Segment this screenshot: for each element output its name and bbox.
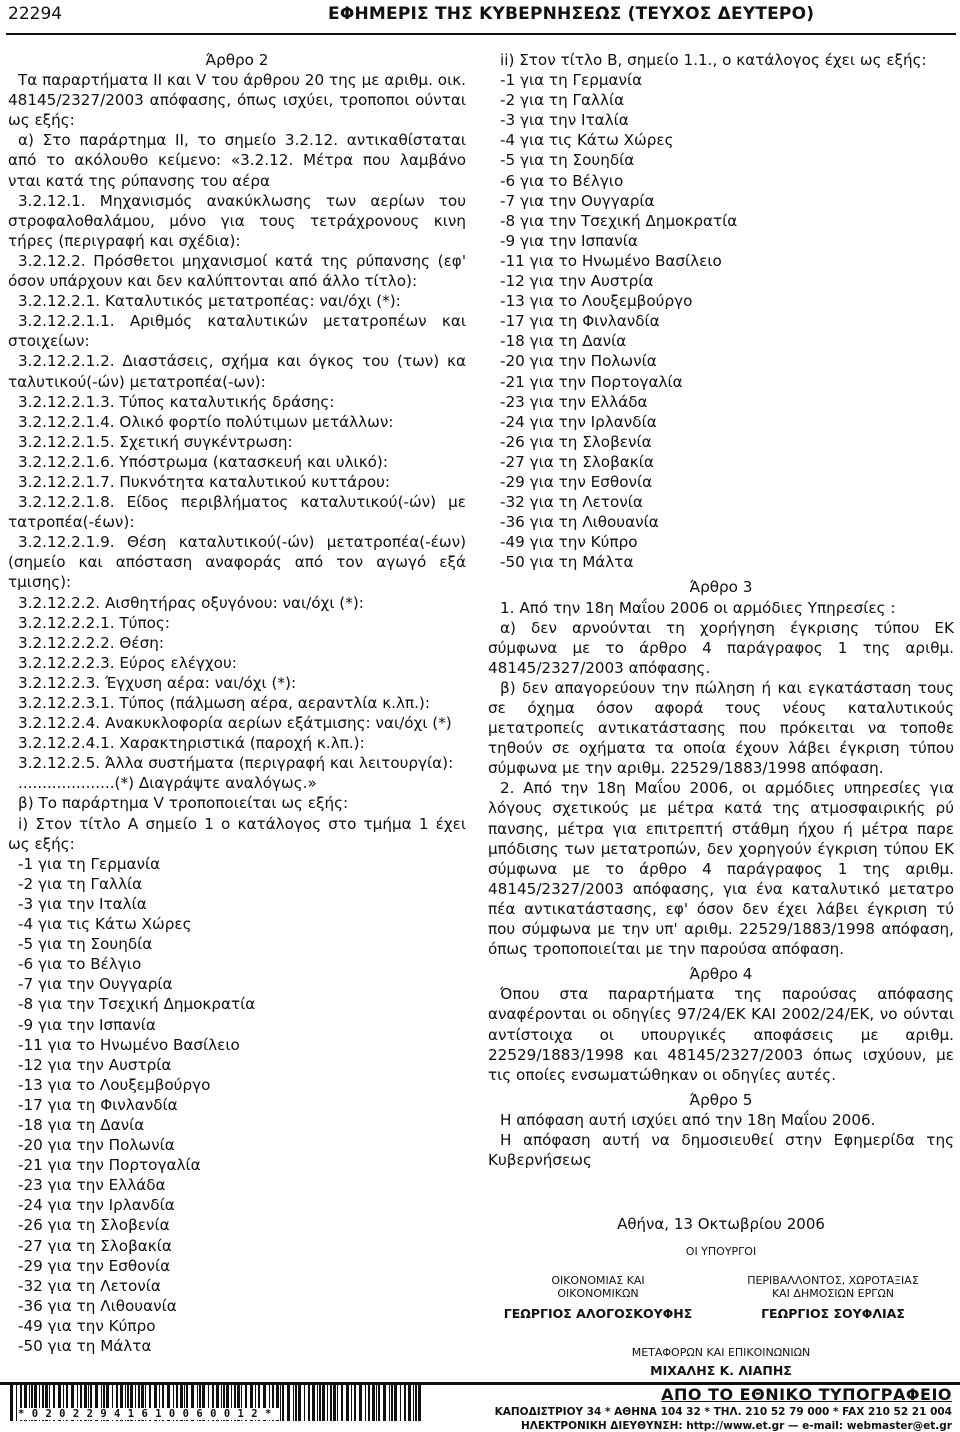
paragraph: β) δεν απαγορεύουν την πώληση ή και εγκατάσταση τους σε όχημα όσον αφορά τους νέους καταλυτικούς μετατροπείς αντικατάστασης που πρόκειται να τοποθε τηθούν σε οχήματα τα οποία έχουν λάβει έγκριση τύπου σύμφωνα με την αριθμ. 22529/1883/1998 απόφαση. <box>488 678 954 778</box>
article-4-body <box>488 984 954 1084</box>
barcode-bar <box>408 1385 411 1421</box>
country-item: -2 για τη Γαλλία <box>500 91 625 110</box>
paragraph: Η απόφαση αυτή ισχύει από την 18η Μαΐου 2006. <box>500 1110 876 1129</box>
right-country-list <box>488 70 954 572</box>
country-item: -12 για την Αυστρία <box>500 272 654 291</box>
country-item: -49 για την Κύπρο <box>500 533 638 552</box>
paragraph: 3.2.12.2.1.4. Ολικό φορτίο πολύτιμων μετάλλων: <box>18 412 394 431</box>
sig1-name: ΓΕΩΡΓΙΟΣ ΑΛΟΓΟΣΚΟΥΦΗΣ <box>503 1306 693 1321</box>
article-5-body <box>488 1110 954 1170</box>
country-item: -36 για τη Λιθουανία <box>500 513 659 532</box>
barcode-bar <box>389 1385 390 1421</box>
country-item: -17 για τη Φινλανδία <box>18 1095 178 1114</box>
barcode-bar <box>293 1385 294 1421</box>
country-item: -11 για το Ηνωμένο Βασίλειο <box>18 1035 240 1054</box>
country-item: -5 για τη Σουηδία <box>500 151 635 170</box>
barcode-bar <box>308 1385 310 1421</box>
paragraph: 3.2.12.2.2.2. Θέση: <box>18 633 164 652</box>
barcode-bar <box>354 1385 356 1421</box>
page-number: 22294 <box>8 4 63 24</box>
country-item: -32 για τη Λετονία <box>18 1276 161 1295</box>
country-item: -4 για τις Κάτω Χώρες <box>18 915 192 934</box>
country-item: -9 για την Ισπανία <box>500 231 638 250</box>
sig1-title-b: ΟΙΚΟΝΟΜΙΚΩΝ <box>557 1287 639 1300</box>
barcode-bar <box>378 1385 380 1421</box>
right-column <box>488 50 954 1170</box>
country-item: -27 για τη Σλοβακία <box>500 452 654 471</box>
country-item: -8 για την Τσεχική Δημοκρατία <box>500 211 738 230</box>
barcode-bar <box>287 1385 290 1421</box>
barcode-bar <box>368 1385 370 1421</box>
barcode-bar <box>295 1385 297 1421</box>
barcode-bar <box>333 1385 336 1421</box>
country-item: -49 για την Κύπρο <box>18 1316 156 1335</box>
paragraph: β) Το παράρτημα V τροποποιείται ως εξής: <box>18 794 349 813</box>
barcode-bar <box>376 1385 377 1421</box>
country-item: -21 για την Πορτογαλία <box>18 1156 201 1175</box>
barcode-bar <box>304 1385 305 1421</box>
barcode-bar <box>10 1385 13 1421</box>
country-item: -12 για την Αυστρία <box>18 1055 172 1074</box>
paragraph: i) Στον τίτλο Α σημείο 1 ο κατάλογος στο τμήμα 1 έχει ως εξής: <box>8 814 466 853</box>
paragraph: ....................(*) Διαγράψτε αναλόγως.» <box>18 774 317 793</box>
country-item: -27 για τη Σλοβακία <box>18 1236 172 1255</box>
header-rule <box>6 33 956 35</box>
barcode-bar <box>383 1385 386 1421</box>
ministers-label: ΟΙ ΥΠΟΥΡΓΟΙ <box>685 1245 757 1258</box>
paragraph: Όπου στα παραρτήματα της παρούσας απόφασης αναφέρονται οι οδηγίες 97/24/ΕΚ ΚΑΙ 2002/24/ΕΚ, νο ούνται αντίστοιχα οι υπουργικές αποφάσεις με αριθμ. 22529/1883/1998 και 48145/2327/2003 όπως ισχύουν, με τις οποίες ενσωματώθηκαν οι οδηγίες αυτές. <box>488 985 954 1084</box>
paragraph: 3.2.12.2.1. Καταλυτικός μετατροπέας: ναι/όχι (*): <box>18 292 401 311</box>
sig2-name: ΓΕΩΡΓΙΟΣ ΣΟΥΦΛΙΑΣ <box>761 1306 905 1321</box>
paragraph: 3.2.12.2.1.3. Τύπος καταλυτικής δράσης: <box>18 392 335 411</box>
paragraph: α) δεν αρνούνται τη χορήγηση έγκρισης τύπου ΕΚ σύμφωνα με το άρθρο 4 παράγραφος 1 της αριθμ. 48145/2327/2003 απόφασης. <box>488 618 954 677</box>
paragraph: 3.2.12.2. Πρόσθετοι μηχανισμοί κατά της ρύπανσης (εφ' όσον υπάρχουν και δεν καλύπτονται από άλλο τίτλο): <box>8 251 466 291</box>
paragraph: 3.2.12.2.4.1. Χαρακτηριστικά (παροχή κ.λπ.): <box>18 734 365 753</box>
paragraph: 3.2.12.2.1.2. Διαστάσεις, σχήμα και όγκος του (των) κα ταλυτικού(-ών) μετατροπέα(-ων): <box>8 352 466 391</box>
barcode-bar <box>317 1385 318 1421</box>
printer-web: ΗΛΕΚΤΡΟΝΙΚΗ ΔΙΕΥΘΥΝΣΗ: http://www.et.gr — e-mail: webmaster@et.gr <box>521 1420 952 1432</box>
country-item: -26 για τη Σλοβενία <box>18 1216 170 1235</box>
country-item: -29 για την Εσθονία <box>500 472 653 491</box>
barcode-bar <box>282 1385 284 1421</box>
paragraph: 3.2.12.2.2. Αισθητήρας οξυγόνου: ναι/όχι (*): <box>18 593 364 612</box>
left-country-list <box>8 854 466 1356</box>
left-column <box>8 50 466 1356</box>
country-item: -4 για τις Κάτω Χώρες <box>500 131 674 150</box>
barcode-bar <box>319 1385 321 1421</box>
paragraph: 3.2.12.2.3.1. Τύπος (πάλμωση αέρα, αεραντλία κ.λπ.): <box>18 694 430 712</box>
article-4-title: Άρθρο 4 <box>689 965 753 984</box>
sig3-name: ΜΙΧΑΛΗΣ Κ. ΛΙΑΠΗΣ <box>650 1363 792 1378</box>
country-item: -6 για το Βέλγιο <box>18 955 142 974</box>
country-item: -3 για την Ιταλία <box>18 894 147 913</box>
paragraph: 3.2.12.1. Μηχανισμός ανακύκλωσης των αερίων του στροφαλοθαλάμου, μόνο για τους τετράχρονους κινη τήρες (περιγραφή και σχέδια): <box>8 191 466 250</box>
left-text-block <box>8 70 466 854</box>
country-item: -9 για την Ισπανία <box>18 1015 156 1034</box>
country-item: -50 για τη Μάλτα <box>18 1337 152 1355</box>
country-item: -20 για την Πολωνία <box>500 352 657 371</box>
barcode-bar <box>330 1385 332 1421</box>
title-b-intro: ii) Στον τίτλο Β, σημείο 1.1., ο κατάλογος έχει ως εξής: <box>500 51 927 69</box>
sig1-title-a: ΟΙΚΟΝΟΜΙΑΣ ΚΑΙ <box>551 1274 645 1287</box>
barcode-bar <box>327 1385 328 1421</box>
signature-economy <box>498 1274 698 1321</box>
paragraph: 3.2.12.2.1.5. Σχετική συγκέντρωση: <box>18 432 293 451</box>
article-5-title: Άρθρο 5 <box>689 1090 753 1109</box>
country-item: -32 για τη Λετονία <box>500 493 643 512</box>
paragraph: Τα παραρτήματα ΙΙ και V του άρθρου 20 της με αριθμ. οικ. 48145/2327/2003 απόφασης, όπως ισχύει, τροποποι ούνται ως εξής: <box>8 71 466 130</box>
country-item: -26 για τη Σλοβενία <box>500 432 652 451</box>
country-item: -3 για την Ιταλία <box>500 111 629 130</box>
country-item: -29 για την Εσθονία <box>18 1256 171 1275</box>
country-item: -6 για το Βέλγιο <box>500 171 624 190</box>
barcode-bar <box>312 1385 315 1421</box>
barcode-bar <box>413 1385 414 1421</box>
barcode-bar <box>415 1385 417 1421</box>
place-date: Αθήνα, 13 Οκτωβρίου 2006 <box>617 1215 825 1233</box>
paragraph: 3.2.12.2.1.9. Θέση καταλυτικού(-ών) μετατροπέα(-έων) (σημείο και απόσταση αναφοράς από τον αγωγό εξά τμισης): <box>8 533 466 592</box>
paragraph: 3.2.12.2.1.7. Πυκνότητα καταλυτικού κυττάρου: <box>18 472 391 491</box>
signatures-block <box>488 1215 954 1378</box>
paragraph: 3.2.12.2.1.8. Είδος περιβλήματος καταλυτικού(-ών) με τατροπέα(-έων): <box>8 493 466 532</box>
journal-title: ΕΦΗΜΕΡΙΣ ΤΗΣ ΚΥΒΕΡΝΗΣΕΩΣ (ΤΕΥΧΟΣ ΔΕΥΤΕΡΟ) <box>328 4 815 24</box>
barcode-bar <box>404 1385 406 1421</box>
barcode-bar <box>400 1385 401 1421</box>
paragraph: 3.2.12.2.2.3. Εύρος ελέγχου: <box>18 653 237 672</box>
paragraph: 1. Από την 18η Μαΐου 2006 οι αρμόδιες Υπηρεσίες : <box>500 598 896 617</box>
paragraph: α) Στο παράρτημα ΙΙ, το σημείο 3.2.12. αντικαθίσταται από το ακόλουθο κείμενο: «3.2.12. Μέτρα που λαμβάνο νται κατά της ρύπανσης του αέρα <box>8 131 466 190</box>
signature-row <box>488 1274 954 1338</box>
paragraph: 2. Από την 18η Μαΐου 2006, οι αρμόδιες υπηρεσίες για λόγους σχετικούς με μέτρα κατά της ατμοσφαιρικής ρύ πανσης, μέτρα για επιτρεπτή στάθμη ήχου ή μέτρα παρε μπόδισης των μετατροπών, δεν χορηγούν έγκριση τύπου ΕΚ σύμφωνα με το άρθρο 4 παράγραφος 1 της αριθμ. 48145/2327/2003 απόφασης, για ένα καταλυτικό μετατρο πέα αντικατάστασης, εφ' όσον δεν έχει λάβει έγκριση τύ που σύμφωνα με την υπ' αριθμ. 22529/1883/1998 απόφαση, όπως τροποποιείται με την παρούσα απόφαση. <box>488 779 954 959</box>
sig3-title: ΜΕΤΑΦΟΡΩΝ ΚΑΙ ΕΠΙΚΟΙΝΩΝΙΩΝ <box>631 1346 811 1359</box>
country-item: -23 για την Ελλάδα <box>500 392 648 411</box>
barcode-bar <box>337 1385 338 1421</box>
barcode-bar <box>359 1385 362 1421</box>
country-item: -7 για την Ουγγαρία <box>18 975 173 994</box>
barcode-text: *02022941610060012* <box>18 1408 279 1420</box>
paragraph: 3.2.12.2.3. Έγχυση αέρα: ναι/όχι (*): <box>18 673 297 692</box>
paragraph: 3.2.12.2.1.6. Υπόστρωμα (κατασκευή και υλικό): <box>18 452 388 471</box>
country-item: -18 για τη Δανία <box>500 332 627 351</box>
country-item: -23 για την Ελλάδα <box>18 1176 166 1195</box>
country-item: -2 για τη Γαλλία <box>18 874 143 893</box>
barcode-bar <box>372 1385 375 1421</box>
article-3-body <box>488 598 954 960</box>
country-item: -18 για τη Δανία <box>18 1115 145 1134</box>
country-item: -50 για τη Μάλτα <box>500 553 634 572</box>
country-item: -7 για την Ουγγαρία <box>500 191 655 210</box>
country-item: -17 για τη Φινλανδία <box>500 312 660 331</box>
country-item: -21 για την Πορτογαλία <box>500 372 683 391</box>
country-item: -11 για το Ηνωμένο Βασίλειο <box>500 251 722 270</box>
signature-environment <box>713 1274 953 1321</box>
paragraph: 3.2.12.2.5. Άλλα συστήματα (περιγραφή και λειτουργία): <box>18 754 454 773</box>
paragraph: Η απόφαση αυτή να δημοσιευθεί στην Εφημερίδα της Κυβερνήσεως <box>488 1130 954 1170</box>
barcode-bar <box>365 1385 366 1421</box>
barcode-bar <box>351 1385 352 1421</box>
barcode-bar <box>391 1385 393 1421</box>
country-item: -8 για την Τσεχική Δημοκρατία <box>18 995 256 1014</box>
barcode-bar <box>16 1385 17 1421</box>
country-item: -5 για τη Σουηδία <box>18 935 153 954</box>
country-item: -13 για το Λουξεμβούργο <box>500 292 693 311</box>
barcode-bar <box>394 1385 397 1421</box>
printer-title: ΑΠΟ ΤΟ ΕΘΝΙΚΟ ΤΥΠΟΓΡΑΦΕΙΟ <box>661 1385 952 1404</box>
barcode-bar <box>346 1385 349 1421</box>
country-item: -1 για τη Γερμανία <box>18 854 161 873</box>
barcode-bar <box>322 1385 325 1421</box>
paragraph: 3.2.12.2.1.1. Αριθμός καταλυτικών μετατροπέων και στοιχείων: <box>8 312 466 351</box>
barcode-bar <box>280 1385 281 1421</box>
paragraph: 3.2.12.2.2.1. Τύπος: <box>18 613 170 632</box>
article-3-title: Άρθρο 3 <box>689 578 753 597</box>
country-item: -24 για την Ιρλανδία <box>18 1196 175 1215</box>
country-item: -1 για τη Γερμανία <box>500 71 643 90</box>
barcode-bar <box>341 1385 343 1421</box>
sig2-title-b: ΚΑΙ ΔΗΜΟΣΙΩΝ ΕΡΓΩΝ <box>771 1287 895 1300</box>
barcode-bar <box>298 1385 301 1421</box>
barcode-bar <box>418 1385 421 1421</box>
country-item: -20 για την Πολωνία <box>18 1136 175 1155</box>
article-2-title: Άρθρο 2 <box>205 51 269 69</box>
page-header <box>0 0 960 34</box>
country-item: -24 για την Ιρλανδία <box>500 412 657 431</box>
country-item: -36 για τη Λιθουανία <box>18 1296 177 1315</box>
country-item: -13 για το Λουξεμβούργο <box>18 1075 211 1094</box>
sig2-title-a: ΠΕΡΙΒΑΛΛΟΝΤΟΣ, ΧΩΡΟΤΑΞΙΑΣ <box>747 1274 919 1287</box>
paragraph: 3.2.12.2.4. Ανακυκλοφορία αερίων εξάτμισης: ναι/όχι (*) <box>18 714 452 733</box>
printer-address: ΚΑΠΟΔΙΣΤΡΙΟΥ 34 * ΑΘΗΝΑ 104 32 * ΤΗΛ. 210 52 79 000 * FAX 210 52 21 004 <box>494 1406 952 1418</box>
